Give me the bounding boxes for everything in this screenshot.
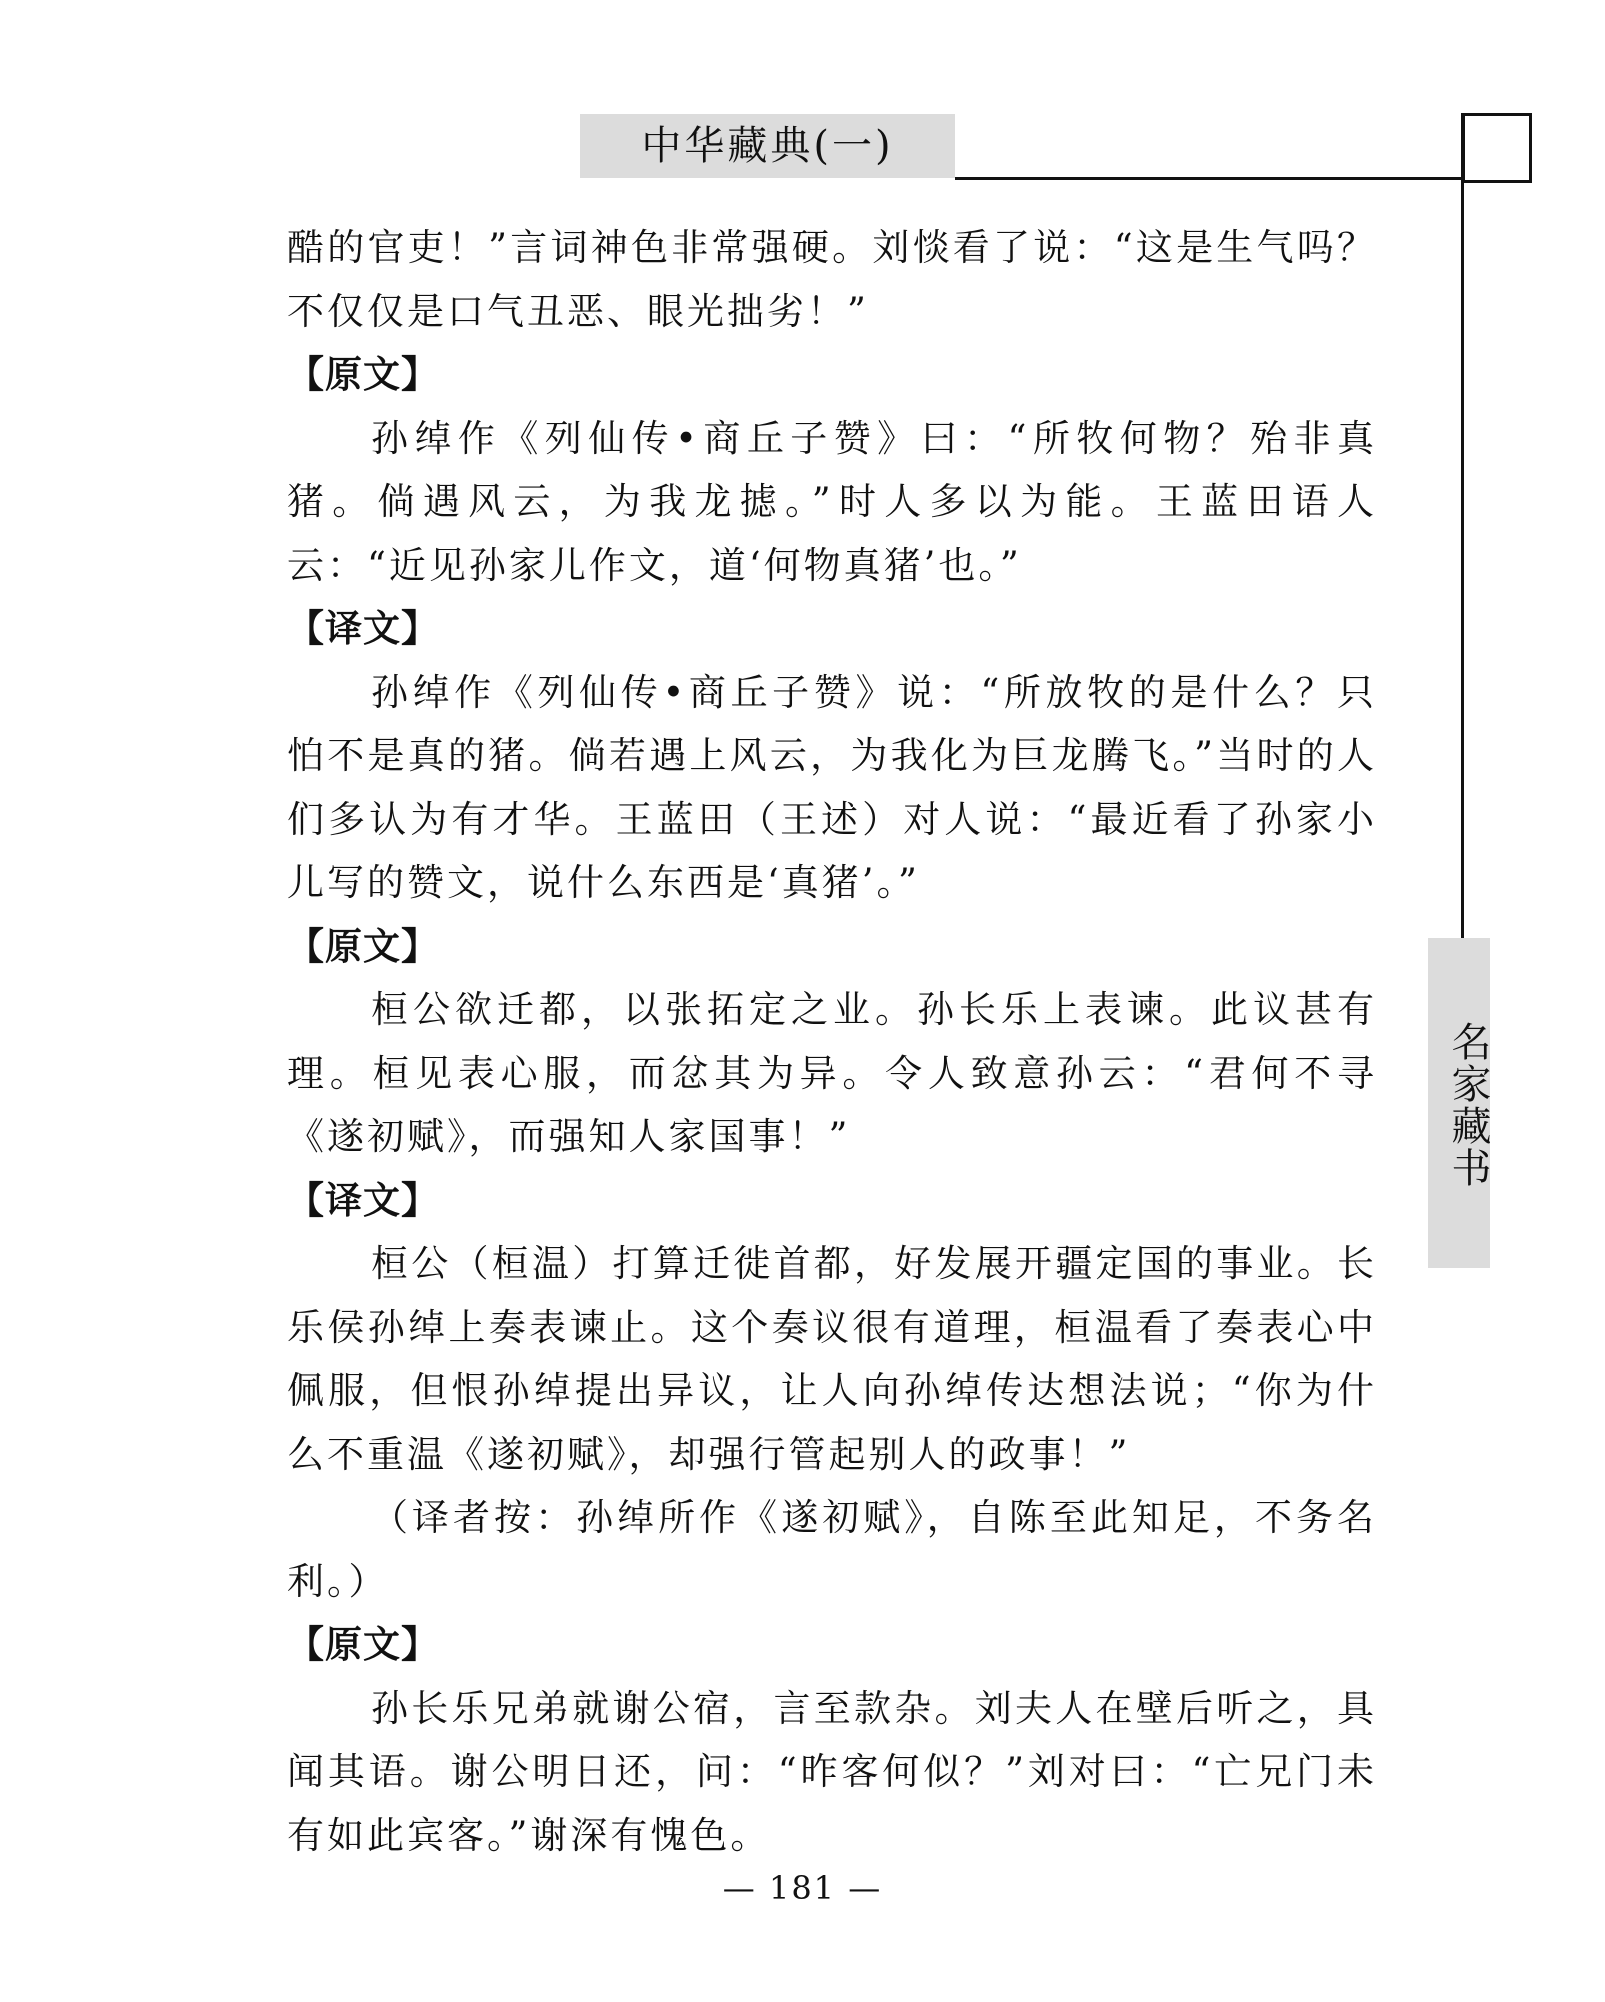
section-heading: 【原文】 <box>287 1623 439 1666</box>
section-heading: 【译文】 <box>287 1178 439 1222</box>
section-heading: 【原文】 <box>287 924 439 968</box>
paragraph: 桓公欲迁都，以张拓定之业。孙长乐上表谏。此议甚有理。桓见表心服，而忿其为异。令人致意孙云：“君何不寻《遂初赋》，而强知人家国事！” <box>287 988 1377 1158</box>
paragraph: 孙长乐兄弟就谢公宿，言至款杂。刘夫人在壁后听之，具闻其语。谢公明日还，问：“昨客何似？”刘对曰：“亡兄门未有如此宾客。”谢深有愧色。 <box>287 1686 1377 1857</box>
header-rule <box>955 177 1463 180</box>
section-heading: 【原文】 <box>287 353 439 396</box>
running-header-title: 中华藏典(一) <box>641 123 894 169</box>
paragraph: 孙绰作《列仙传•商丘子赞》说：“所放牧的是什么？只怕不是真的猪。倘若遇上风云，为我化为巨龙腾飞。”当时的人们多认为有才华。王蓝田（王述）对人说：“最近看了孙家小儿写的赞文，说什么东西是‘真猪’。” <box>287 670 1377 904</box>
translator-note: （译者按：孙绰所作《遂初赋》，自陈至此知足，不务名利。） <box>287 1496 1377 1603</box>
page-number: — 181 — <box>722 1869 883 1907</box>
paragraph: 桓公（桓温）打算迁徙首都，好发展开疆定国的事业。长乐侯孙绰上奏表谏止。这个奏议很有道理，桓温看了奏表心中佩服，但恨孙绰提出异议，让人向孙绰传达想法说；“你为什么不重温《遂初赋》，却强行管起别人的政事！” <box>287 1242 1377 1476</box>
paragraph: 孙绰作《列仙传•商丘子赞》曰：“所牧何物？殆非真猪。倘遇风云，为我龙摅。”时人多以为能。王蓝田语人云：“近见孙家儿作文，道‘何物真猪’也。” <box>287 416 1377 587</box>
page-body <box>287 216 1377 1867</box>
header-corner-box <box>1462 113 1532 183</box>
section-heading: 【译文】 <box>287 607 439 650</box>
side-tab-label: 名家藏书 <box>1445 1021 1491 1189</box>
paragraph: 酷的官吏！”言词神色非常强硬。刘惔看了说：“这是生气吗？不仅仅是口气丑恶、眼光拙劣！” <box>287 226 1377 333</box>
margin-vertical-rule <box>1461 113 1464 938</box>
